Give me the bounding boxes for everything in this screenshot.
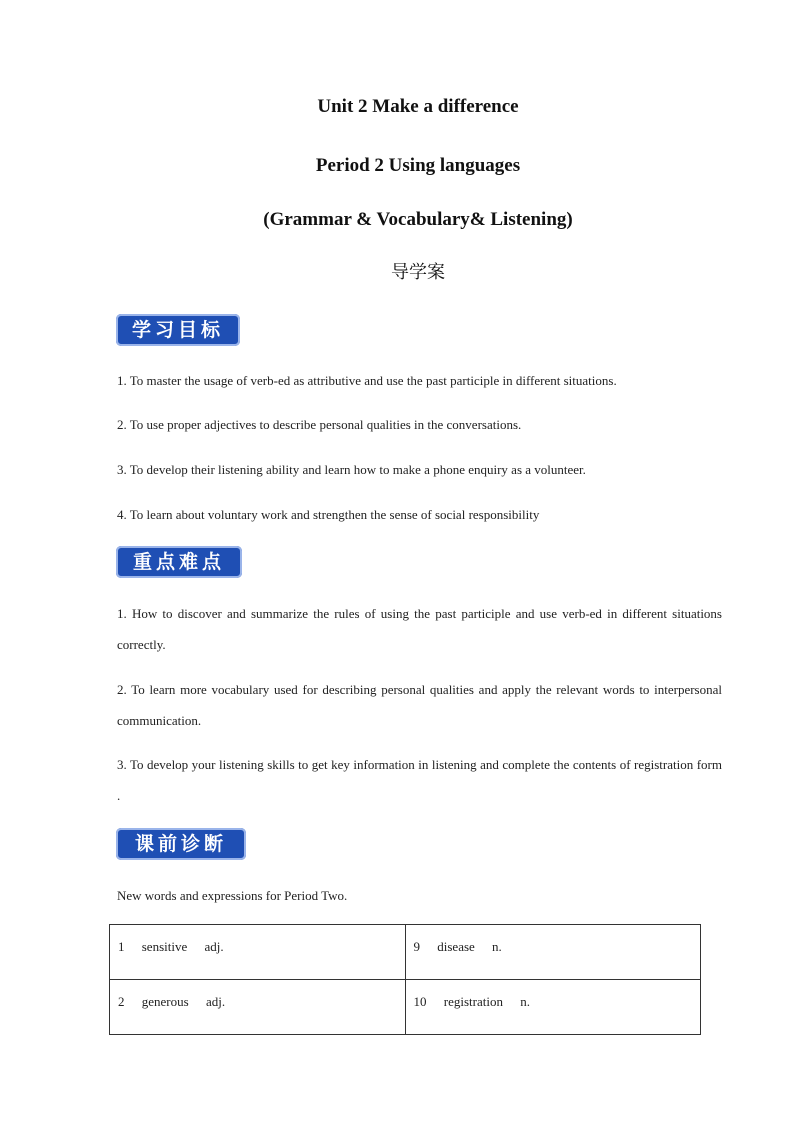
vocab-intro: New words and expressions for Period Two. <box>117 888 348 903</box>
period-title: Period 2 Using languages <box>315 155 521 176</box>
vocab-pos: n. <box>520 994 530 1009</box>
vocab-number: 2 <box>118 994 125 1009</box>
objective-item-4: 4. To learn about voluntary work and strengthen the sense of social responsibility <box>117 507 540 522</box>
objective-item-2: 2. To use proper adjectives to describe personal qualities in the conversations. <box>117 417 522 432</box>
vocab-word: disease <box>437 939 475 954</box>
unit-title: Unit 2 Make a difference <box>317 96 519 117</box>
vocab-cell <box>405 925 701 980</box>
vocab-word: sensitive <box>141 939 188 954</box>
key-point-item-2: 2. To learn more vocabulary used for describing personal qualities and apply the relevant words to interpersonal communication. <box>117 682 722 728</box>
key-point-item-1: 1. How to discover and summarize the rules of using the past participle and use verb-ed in different situations correctly. <box>117 606 722 652</box>
table-row <box>110 925 701 980</box>
section-badge-preview: 课前诊断 <box>116 828 246 860</box>
vocab-cell <box>110 925 406 980</box>
section-badge-objectives: 学习目标 <box>116 314 240 346</box>
vocab-cell <box>110 980 406 1035</box>
vocab-number: 9 <box>413 939 420 954</box>
vocab-pos: adj. <box>205 994 226 1009</box>
vocab-cell <box>405 980 701 1035</box>
objective-item-1: 1. To master the usage of verb-ed as attributive and use the past participle in different situations. <box>117 373 617 388</box>
subtitle: (Grammar & Vocabulary& Listening) <box>263 209 573 230</box>
vocab-pos: adj. <box>204 939 224 954</box>
vocab-number: 10 <box>413 994 427 1009</box>
objective-item-3: 3. To develop their listening ability and learn how to make a phone enquiry as a volunteer. <box>117 462 586 477</box>
key-point-item-3: 3. To develop your listening skills to get key information in listening and complete the contents of registration form . <box>117 757 722 803</box>
vocab-word: generous <box>141 994 189 1009</box>
vocab-pos: n. <box>492 939 502 954</box>
section-badge-key-points: 重点难点 <box>116 546 242 578</box>
doc-type-label: 导学案 <box>391 262 445 283</box>
vocab-word: registration <box>443 994 503 1009</box>
vocab-number: 1 <box>118 939 125 954</box>
vocab-table <box>109 924 701 1035</box>
table-row <box>110 980 701 1035</box>
